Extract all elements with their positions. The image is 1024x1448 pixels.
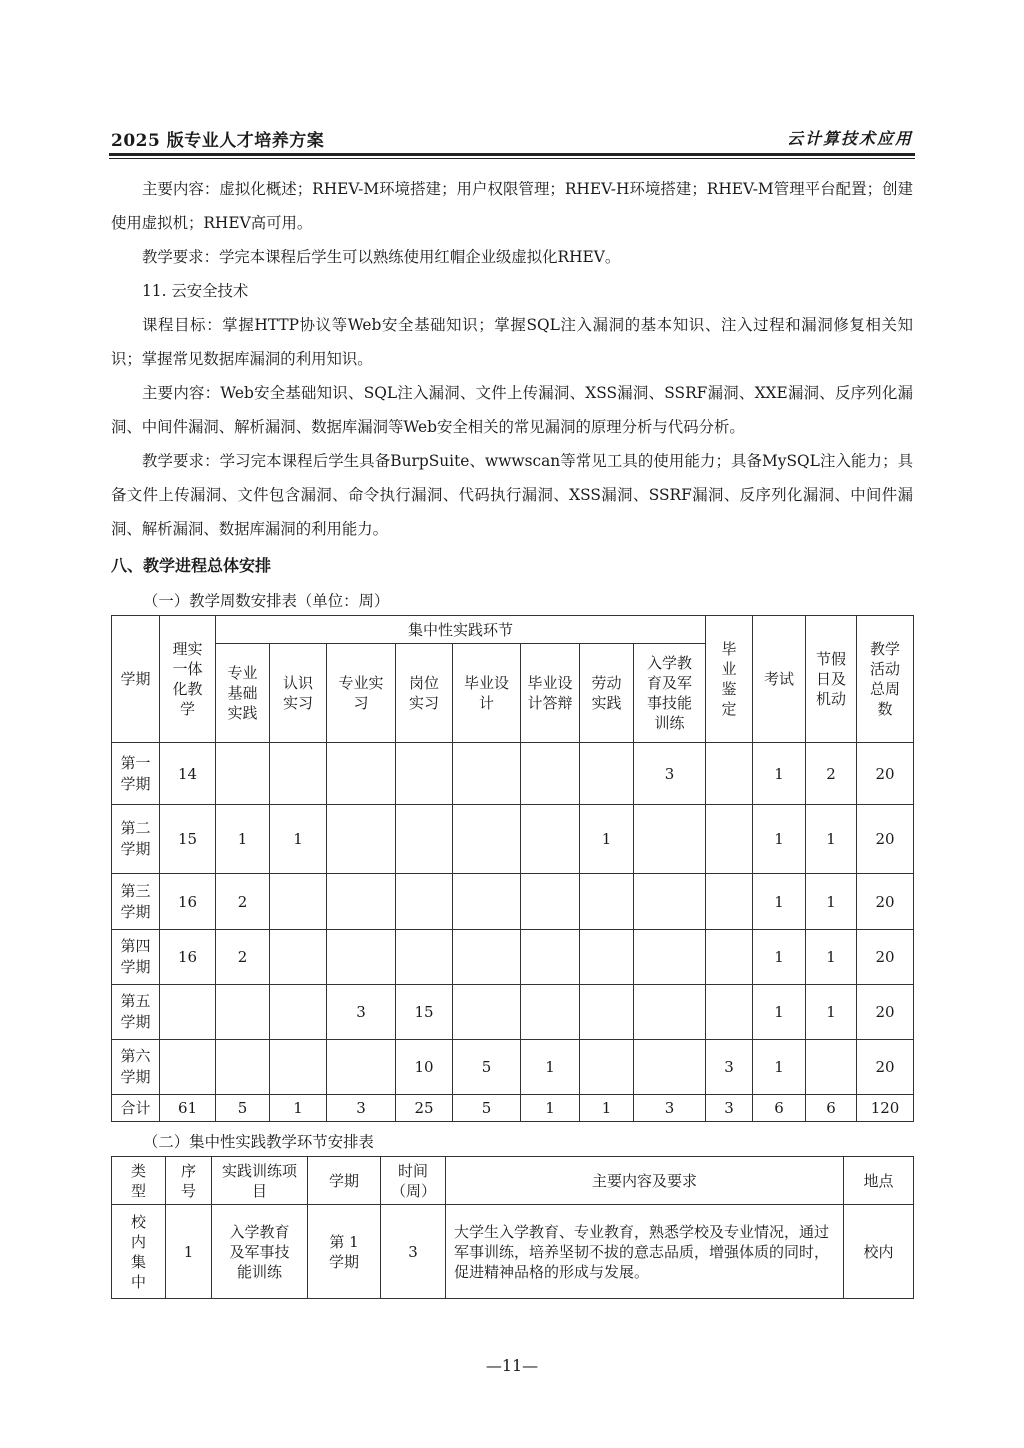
practice-no: 1 [166,1205,212,1299]
week-cell [216,743,270,805]
week-cell [270,930,327,985]
week-cell [160,985,216,1040]
header-practice-5: 毕业设计答辩 [521,644,580,743]
table-row [112,743,914,805]
week-cell [327,1040,396,1095]
total-cell: 1 [270,1095,327,1122]
week-cell [327,874,396,930]
week-cell: 1 [753,985,806,1040]
week-cell: 1 [753,874,806,930]
paragraph-course-objective: 课程目标：掌握HTTP协议等Web安全基础知识；掌握SQL注入漏洞的基本知识、注入过程和漏洞修复相关知识；掌握常见数据库漏洞的利用知识。 [111,316,913,368]
week-cell [396,805,453,874]
week-cell: 10 [396,1040,453,1095]
week-cell [453,874,521,930]
page-header [111,126,913,150]
week-cell [327,930,396,985]
week-cell [580,874,634,930]
week-cell [396,874,453,930]
week-cell: 2 [216,930,270,985]
week-cell [634,874,706,930]
header-practice-7: 入学教育及军事技能训练 [634,644,706,743]
total-cell: 1 [521,1095,580,1122]
week-cell [634,805,706,874]
week-cell [580,985,634,1040]
week-cell: 1 [580,805,634,874]
week-cell [521,985,580,1040]
semester-label: 第四学期 [112,930,160,985]
table-row [112,805,914,874]
week-cell: 1 [216,805,270,874]
week-cell [521,805,580,874]
table-row [112,985,914,1040]
week-cell [706,805,753,874]
week-cell: 1 [806,805,857,874]
week-cell: 20 [857,985,914,1040]
header-practice-0: 专业基础实践 [216,644,270,743]
total-row [112,1095,914,1122]
week-cell [453,805,521,874]
paragraph-teaching-requirement-rhev: 教学要求：学完本课程后学生可以熟练使用红帽企业级虚拟化RHEV。 [142,248,621,266]
week-cell [521,930,580,985]
header-document-title: 2025 版专业人才培养方案 [111,131,325,151]
practice-content: 大学生入学教育、专业教育，熟悉学校及专业情况，通过军事训练，培养坚韧不拔的意志品质，增强体质的同时，促进精神品格的形成与发展。 [446,1205,844,1299]
header-rule-thick [109,153,915,156]
week-cell: 16 [160,930,216,985]
week-cell: 1 [753,805,806,874]
semester-label: 第六学期 [112,1040,160,1095]
table2-caption: （二）集中性实践教学环节安排表 [143,1133,374,1151]
header-practice-4: 毕业设计 [453,644,521,743]
table-row [112,874,914,930]
week-cell [580,1040,634,1095]
total-cell: 3 [706,1095,753,1122]
week-cell [160,1040,216,1095]
week-cell [706,874,753,930]
table2-header-5: 主要内容及要求 [446,1157,844,1205]
week-cell [521,743,580,805]
total-cell: 61 [160,1095,216,1122]
header-practice-3: 岗位实习 [396,644,453,743]
table1-caption: （一）教学周数安排表（单位：周） [143,592,390,610]
week-cell: 1 [753,1040,806,1095]
header-graduation-appraisal: 毕业鉴定 [706,616,753,743]
header-holiday: 节假日及机动 [806,616,857,743]
table2-header-1: 序号 [166,1157,212,1205]
practice-type: 校内集中 [112,1205,166,1299]
section-heading: 八、教学进程总体安排 [111,556,272,575]
total-cell: 6 [806,1095,857,1122]
semester-label: 第五学期 [112,985,160,1040]
practice-arrangement-table [111,1156,914,1299]
week-cell [216,1040,270,1095]
week-cell [396,930,453,985]
total-cell: 3 [634,1095,706,1122]
week-cell [453,743,521,805]
week-cell: 1 [521,1040,580,1095]
week-cell: 1 [753,930,806,985]
week-cell [270,743,327,805]
week-cell: 20 [857,743,914,805]
week-cell [706,743,753,805]
header-semester: 学期 [112,616,160,743]
week-cell [453,985,521,1040]
body-text-block [111,172,913,546]
table2-header-6: 地点 [844,1157,914,1205]
week-cell: 3 [706,1040,753,1095]
total-label: 合计 [112,1095,160,1122]
practice-project: 入学教育及军事技能训练 [212,1205,308,1299]
header-practice-6: 劳动实践 [580,644,634,743]
table2-header-2: 实践训练项目 [212,1157,308,1205]
header-exam: 考试 [753,616,806,743]
table-row [112,930,914,985]
week-cell [806,1040,857,1095]
week-cell [706,930,753,985]
week-cell [270,985,327,1040]
total-cell: 120 [857,1095,914,1122]
week-cell: 14 [160,743,216,805]
week-cell: 1 [806,874,857,930]
week-cell: 1 [270,805,327,874]
teaching-weeks-table [111,615,914,1122]
semester-label: 第三学期 [112,874,160,930]
week-cell [521,874,580,930]
header-major-name: 云计算技术应用 [786,129,913,148]
course-title-cloud-security: 11. 云安全技术 [142,282,249,300]
week-cell: 20 [857,805,914,874]
week-cell: 2 [806,743,857,805]
week-cell [327,805,396,874]
header-total-weeks: 教学活动总周数 [857,616,914,743]
week-cell [580,930,634,985]
practice-location: 校内 [844,1205,914,1299]
week-cell [706,985,753,1040]
week-cell [453,930,521,985]
week-cell: 15 [160,805,216,874]
header-rule-thin [109,158,915,159]
week-cell: 2 [216,874,270,930]
week-cell: 1 [753,743,806,805]
total-cell: 5 [453,1095,521,1122]
table-row [112,1205,914,1299]
week-cell [634,930,706,985]
semester-label: 第二学期 [112,805,160,874]
total-cell: 5 [216,1095,270,1122]
week-cell: 20 [857,930,914,985]
week-cell [396,743,453,805]
total-cell: 6 [753,1095,806,1122]
table2-header-4: 时间（周） [381,1157,446,1205]
semester-label: 第一学期 [112,743,160,805]
header-concentrated-practice: 集中性实践环节 [216,616,706,644]
paragraph-teaching-requirement-security: 教学要求：学习完本课程后学生具备BurpSuite、wwwscan等常见工具的使用能力；具备MySQL注入能力；具备文件上传漏洞、文件包含漏洞、命令执行漏洞、代码执行漏洞、XSS漏洞、SSRF漏洞、反序列化漏洞、中间件漏洞、解析漏洞、数据库漏洞的利用能力。 [111,452,913,538]
table-row [112,1040,914,1095]
practice-weeks: 3 [381,1205,446,1299]
header-practice-1: 认识实习 [270,644,327,743]
week-cell [270,1040,327,1095]
paragraph-main-content-security: 主要内容：Web安全基础知识、SQL注入漏洞、文件上传漏洞、XSS漏洞、SSRF漏洞、XXE漏洞、反序列化漏洞、中间件漏洞、解析漏洞、数据库漏洞等Web安全相关的常见漏洞的原理分析与代码分析。 [111,384,913,436]
week-cell [327,743,396,805]
week-cell [634,1040,706,1095]
header-integrated-teaching: 理实一体化教学 [160,616,216,743]
total-cell: 1 [580,1095,634,1122]
week-cell: 15 [396,985,453,1040]
week-cell: 1 [806,985,857,1040]
week-cell: 3 [327,985,396,1040]
week-cell: 1 [806,930,857,985]
table2-header-0: 类型 [112,1157,166,1205]
paragraph-main-content-rhev: 主要内容：虚拟化概述；RHEV-M环境搭建；用户权限管理；RHEV-H环境搭建；RHEV-M管理平台配置；创建使用虚拟机；RHEV高可用。 [111,180,913,232]
week-cell [580,743,634,805]
total-cell: 25 [396,1095,453,1122]
week-cell: 3 [634,743,706,805]
week-cell [270,874,327,930]
week-cell: 20 [857,874,914,930]
week-cell: 20 [857,1040,914,1095]
header-practice-2: 专业实习 [327,644,396,743]
page-number: —11— [485,1356,539,1375]
total-cell: 3 [327,1095,396,1122]
week-cell: 5 [453,1040,521,1095]
week-cell: 16 [160,874,216,930]
week-cell [216,985,270,1040]
practice-semester: 第 1 学期 [308,1205,381,1299]
table2-header-3: 学期 [308,1157,381,1205]
week-cell [634,985,706,1040]
